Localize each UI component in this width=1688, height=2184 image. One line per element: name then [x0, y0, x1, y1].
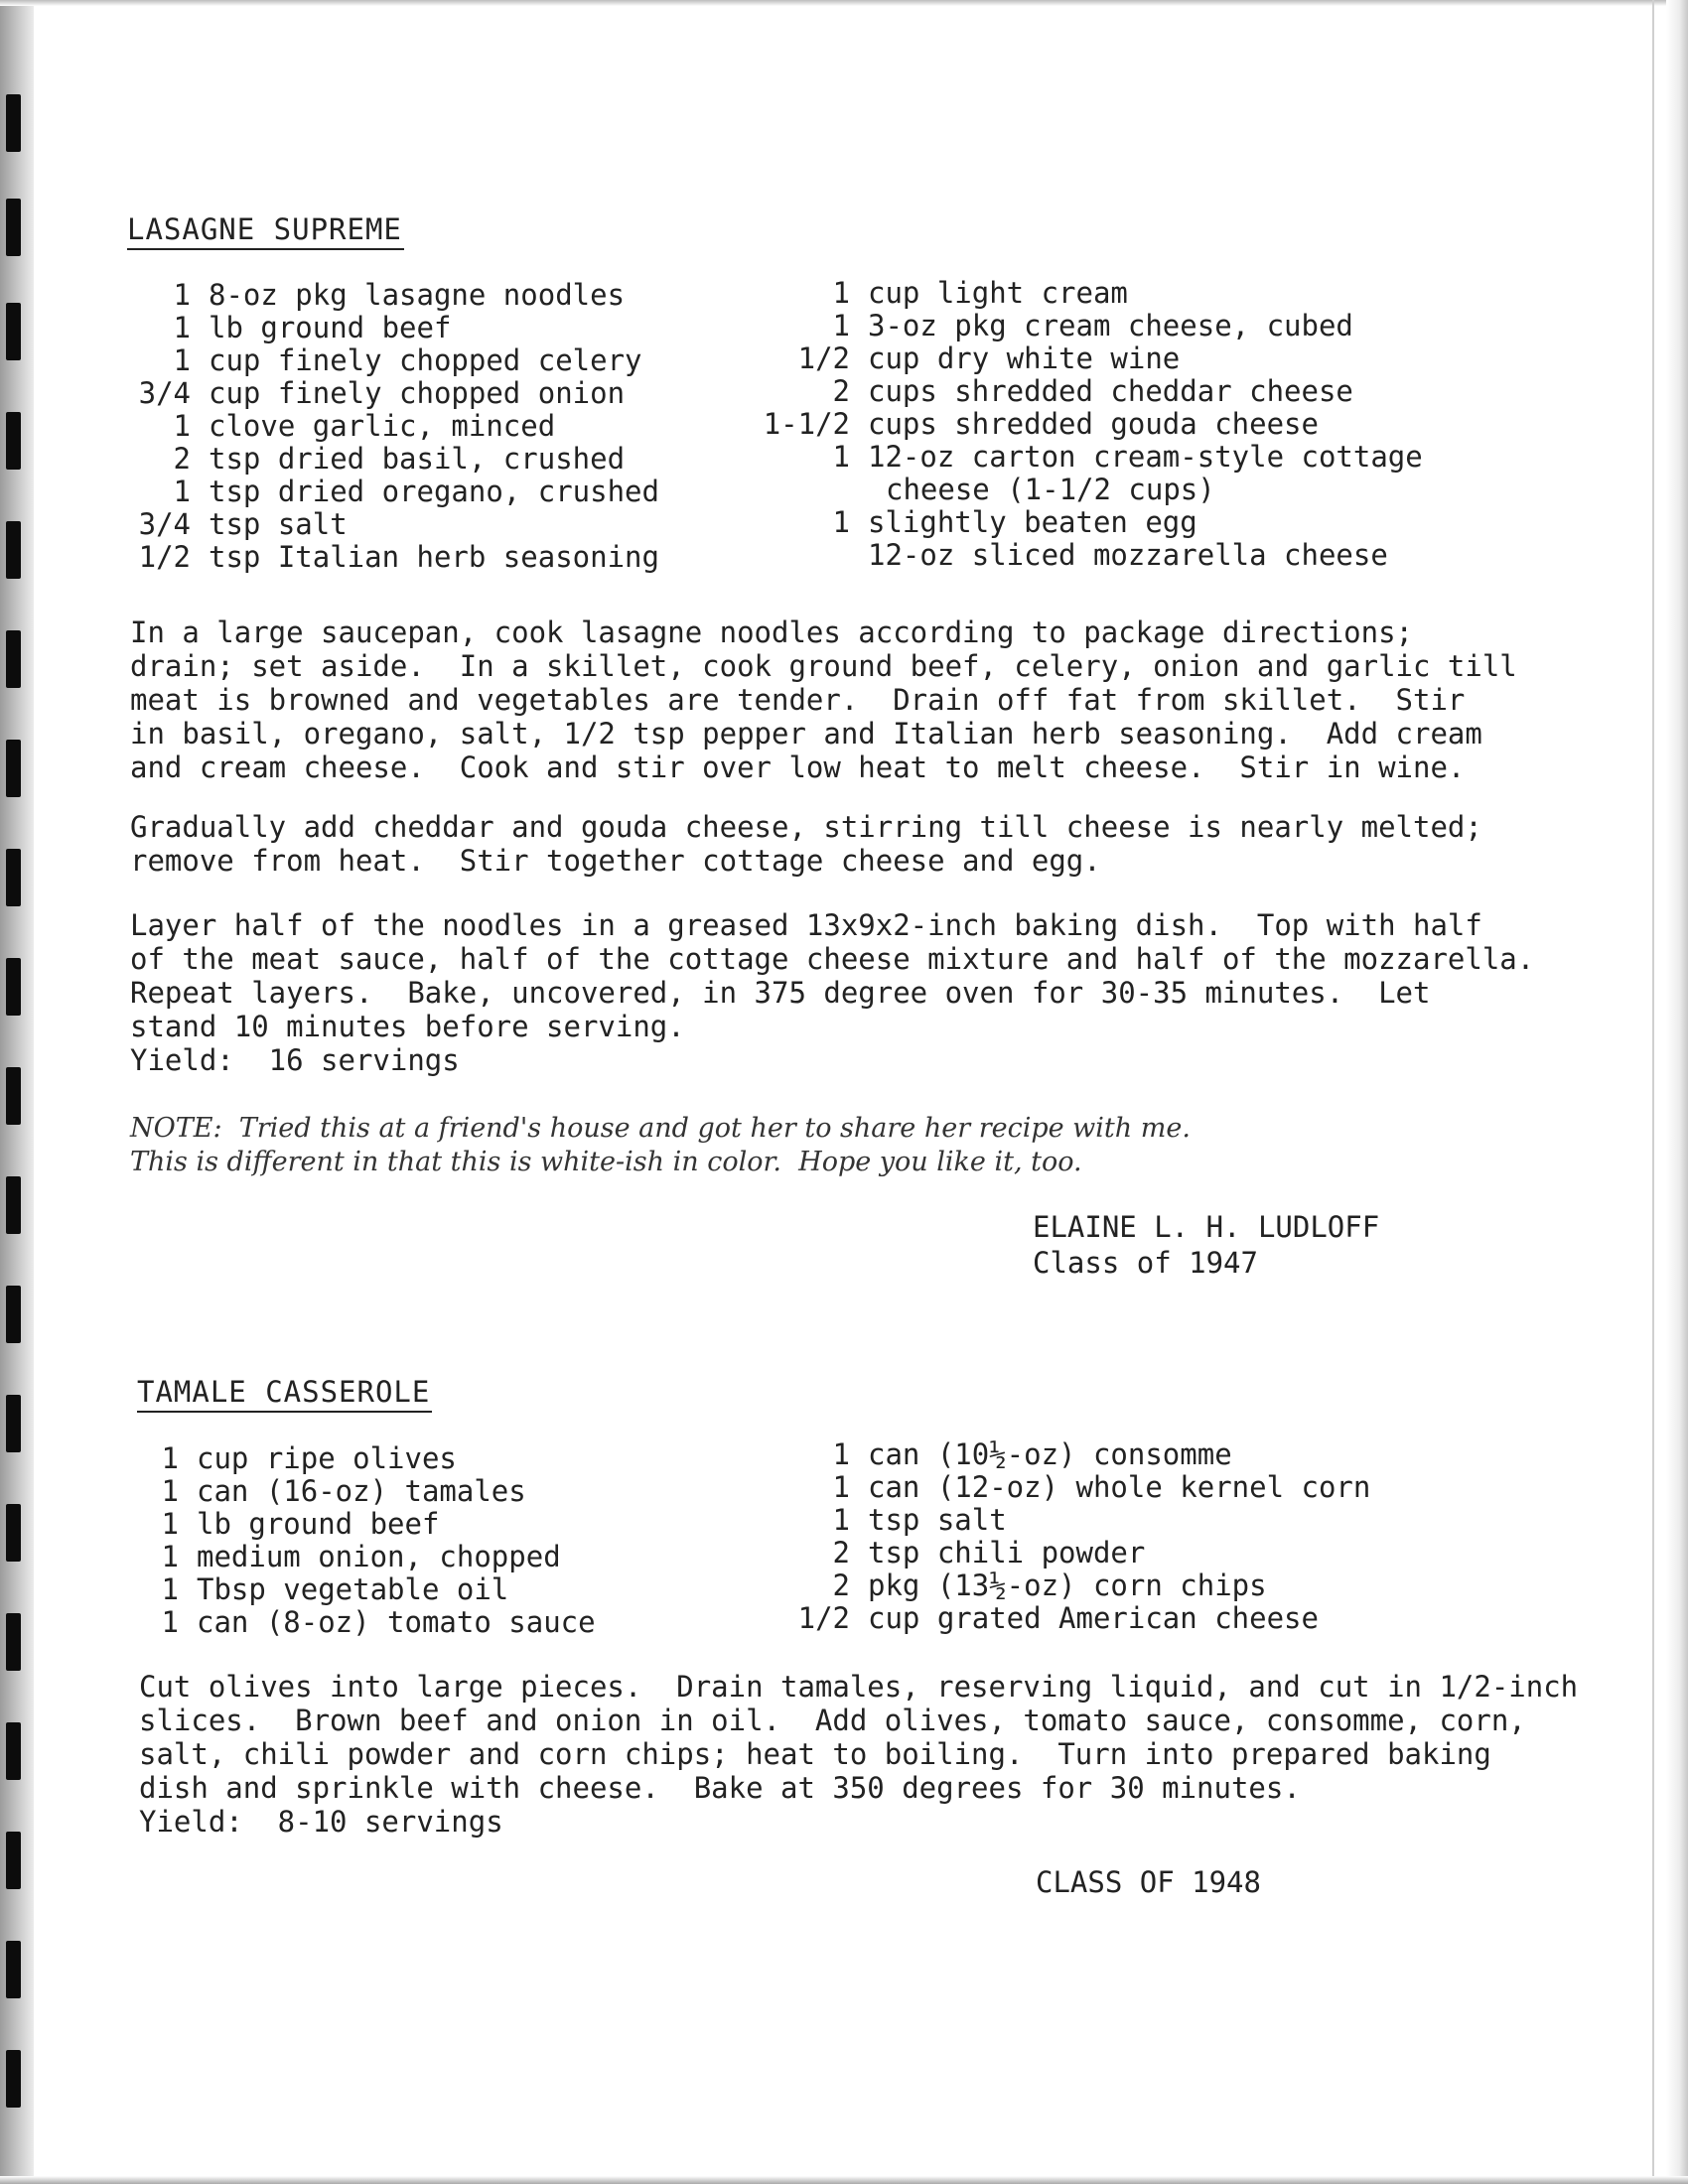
- ingredient-qty: 1-1/2: [763, 407, 850, 441]
- ingredient-qty: 1: [832, 276, 850, 310]
- ingredient-row: [137, 1573, 596, 1606]
- ingredient-item: cup dry white wine: [868, 341, 1181, 375]
- ingredient-qty: 3/4: [138, 507, 191, 541]
- ingredient-row: [741, 408, 1423, 441]
- ingredient-list-left: [137, 1442, 596, 1639]
- recipe-note: NOTE: Tried this at a friend's house and got her to share her recipe with me. This is different in that this is white-ish in color. Hope you like it, too.: [130, 1113, 1191, 1177]
- ingredient-row: [741, 375, 1423, 408]
- binding-hole: [6, 740, 21, 797]
- ingredient-qty: 1: [173, 409, 191, 443]
- contributor-name: ELAINE L. H. LUDLOFF: [1033, 1210, 1380, 1244]
- ingredient-qty: 1: [832, 505, 850, 539]
- ingredient-row: [771, 1570, 1370, 1602]
- ingredient-row: [741, 342, 1423, 375]
- ingredient-qty: 3/4: [138, 376, 191, 410]
- binding-hole: [6, 1504, 21, 1562]
- contributor-class: Class of 1947: [1033, 1246, 1258, 1280]
- ingredient-row: [137, 1508, 596, 1541]
- ingredient-qty: 1: [173, 311, 191, 344]
- ingredient-row: [127, 541, 659, 574]
- binding-hole: [6, 849, 21, 906]
- ingredient-qty: 1/2: [797, 1601, 850, 1635]
- ingredient-qty: 1: [161, 1474, 179, 1508]
- binding-hole: [6, 1832, 21, 1889]
- binding-hole: [6, 412, 21, 470]
- ingredient-item: cup finely chopped onion: [209, 376, 626, 410]
- ingredient-item: 8-oz pkg lasagne noodles: [209, 278, 626, 312]
- ingredient-qty: 1/2: [797, 341, 850, 375]
- ingredient-item: slightly beaten egg: [868, 505, 1197, 539]
- directions-paragraph: Layer half of the noodles in a greased 13x9x2-inch baking dish. Top with half of the meat sauce, half of the cottage cheese mixture and half of the mozzarella. Repeat layers. Bake, uncovered, in 375 degree oven for 30-35 minutes. Let stand 10 minutes before serving. Yield: 16 servings: [130, 908, 1535, 1077]
- ingredient-qty: 2: [832, 1536, 850, 1570]
- ingredient-qty: 1/2: [138, 540, 191, 574]
- ingredient-row: [127, 312, 659, 344]
- ingredient-list-left: [127, 279, 659, 574]
- ingredient-row: [741, 441, 1423, 474]
- ingredient-row: [127, 377, 659, 410]
- ingredient-row: [137, 1606, 596, 1639]
- ingredient-item: can (10½-oz) consomme: [868, 1437, 1232, 1471]
- binding-hole: [6, 1067, 21, 1125]
- ingredient-item: clove garlic, minced: [209, 409, 556, 443]
- binding-hole: [6, 199, 21, 256]
- ingredient-item: cup finely chopped celery: [209, 343, 642, 377]
- ingredient-qty: 1: [161, 1441, 179, 1475]
- ingredient-qty: 1: [173, 343, 191, 377]
- ingredient-row: [771, 1602, 1370, 1635]
- binding-hole: [6, 630, 21, 688]
- ingredient-item: Tbsp vegetable oil: [197, 1572, 509, 1606]
- binding-hole: [6, 1176, 21, 1234]
- ingredient-item: tsp dried basil, crushed: [209, 442, 626, 476]
- ingredient-qty: 1: [832, 1470, 850, 1504]
- binding-hole: [6, 1722, 21, 1780]
- ingredient-item: tsp dried oregano, crushed: [209, 475, 659, 508]
- binding-hole: [6, 521, 21, 579]
- ingredient-item: pkg (13½-oz) corn chips: [868, 1569, 1267, 1602]
- ingredient-item: cup ripe olives: [197, 1441, 457, 1475]
- ingredient-item: cups shredded gouda cheese: [868, 407, 1319, 441]
- ingredient-row: [127, 508, 659, 541]
- ingredient-row: [741, 506, 1423, 539]
- ingredient-qty: 2: [832, 1569, 850, 1602]
- ingredient-item: tsp Italian herb seasoning: [209, 540, 659, 574]
- directions-paragraph: In a large saucepan, cook lasagne noodles according to package directions; drain; set aside. In a skillet, cook ground beef, celery, onion and garlic till meat is browned and vegetables are tender. Drain off fat from skillet. Stir in basil, oregano, salt, 1/2 tsp pepper and Italian herb seasoning. Add cream and cream cheese. Cook and stir over low heat to melt cheese. Stir in wine.: [130, 615, 1517, 784]
- page-bottom-edge: [0, 2176, 1688, 2184]
- binding-hole: [6, 958, 21, 1016]
- ingredient-row: [127, 279, 659, 312]
- ingredient-row: [741, 277, 1423, 310]
- ingredient-row: [771, 1471, 1370, 1504]
- ingredient-row: [137, 1475, 596, 1508]
- ingredient-item: can (12-oz) whole kernel corn: [868, 1470, 1371, 1504]
- ingredient-item: tsp chili powder: [868, 1536, 1146, 1570]
- ingredient-row: [741, 539, 1423, 572]
- ingredient-qty: 1: [832, 309, 850, 342]
- ingredient-item: tsp salt: [209, 507, 348, 541]
- ingredient-item: cheese (1-1/2 cups): [886, 473, 1215, 506]
- contributor-class: CLASS OF 1948: [1036, 1865, 1261, 1899]
- ingredient-row: [741, 310, 1423, 342]
- ingredient-row: [127, 443, 659, 476]
- ingredient-qty: 1: [832, 1503, 850, 1537]
- directions-paragraph: Gradually add cheddar and gouda cheese, stirring till cheese is nearly melted; remove from heat. Stir together cottage cheese and egg.: [130, 810, 1482, 878]
- ingredient-item: lb ground beef: [197, 1507, 440, 1541]
- ingredient-qty: 1: [832, 1437, 850, 1471]
- recipe-title: TAMALE CASSEROLE: [137, 1375, 432, 1413]
- ingredient-qty: 2: [832, 374, 850, 408]
- ingredient-item: medium onion, chopped: [197, 1540, 561, 1573]
- ingredient-qty: 1: [161, 1605, 179, 1639]
- ingredient-item: cup light cream: [868, 276, 1128, 310]
- binding-hole: [6, 1286, 21, 1343]
- ingredient-row: [137, 1442, 596, 1475]
- ingredient-qty: 1: [832, 440, 850, 474]
- ingredient-row: [137, 1541, 596, 1573]
- ingredient-item: 3-oz pkg cream cheese, cubed: [868, 309, 1353, 342]
- ingredient-qty: 1: [161, 1540, 179, 1573]
- binding-hole: [6, 1395, 21, 1452]
- ingredient-list-right: [741, 277, 1423, 572]
- page-fold-line: [1652, 0, 1654, 2184]
- binding-hole: [6, 2050, 21, 2108]
- ingredient-qty: 1: [173, 278, 191, 312]
- ingredient-row: [127, 344, 659, 377]
- ingredient-item: 12-oz sliced mozzarella cheese: [868, 538, 1388, 572]
- ingredient-item: 12-oz carton cream-style cottage: [868, 440, 1423, 474]
- ingredient-row: [771, 1438, 1370, 1471]
- ingredient-list-right: [771, 1438, 1370, 1635]
- ingredient-row: [771, 1537, 1370, 1570]
- spiral-binding: [0, 0, 34, 2184]
- binding-hole: [6, 1941, 21, 1998]
- ingredient-row: [771, 1504, 1370, 1537]
- ingredient-qty: 1: [161, 1572, 179, 1606]
- ingredient-item: cups shredded cheddar cheese: [868, 374, 1353, 408]
- ingredient-item: tsp salt: [868, 1503, 1007, 1537]
- ingredient-row: [127, 476, 659, 508]
- ingredient-qty: 1: [161, 1507, 179, 1541]
- page-right-edge: [1666, 0, 1688, 2184]
- ingredient-row: [127, 410, 659, 443]
- ingredient-row-continued: [741, 474, 1423, 506]
- binding-hole: [6, 94, 21, 152]
- ingredient-item: lb ground beef: [209, 311, 452, 344]
- ingredient-item: can (8-oz) tomato sauce: [197, 1605, 596, 1639]
- recipe-title: LASAGNE SUPREME: [127, 212, 404, 250]
- ingredient-item: cup grated American cheese: [868, 1601, 1319, 1635]
- page-top-edge: [0, 0, 1688, 6]
- binding-hole: [6, 1613, 21, 1671]
- ingredient-qty: 1: [173, 475, 191, 508]
- binding-hole: [6, 303, 21, 360]
- directions-paragraph: Cut olives into large pieces. Drain tamales, reserving liquid, and cut in 1/2-inch slices. Brown beef and onion in oil. Add olives, tomato sauce, consomme, corn, salt, chili powder and corn chips; heat to boiling. Turn into prepared baking dish and sprinkle with cheese. Bake at 350 degrees for 30 minutes. Yield: 8-10 servings: [139, 1670, 1579, 1839]
- ingredient-item: can (16-oz) tamales: [197, 1474, 526, 1508]
- ingredient-qty: 2: [173, 442, 191, 476]
